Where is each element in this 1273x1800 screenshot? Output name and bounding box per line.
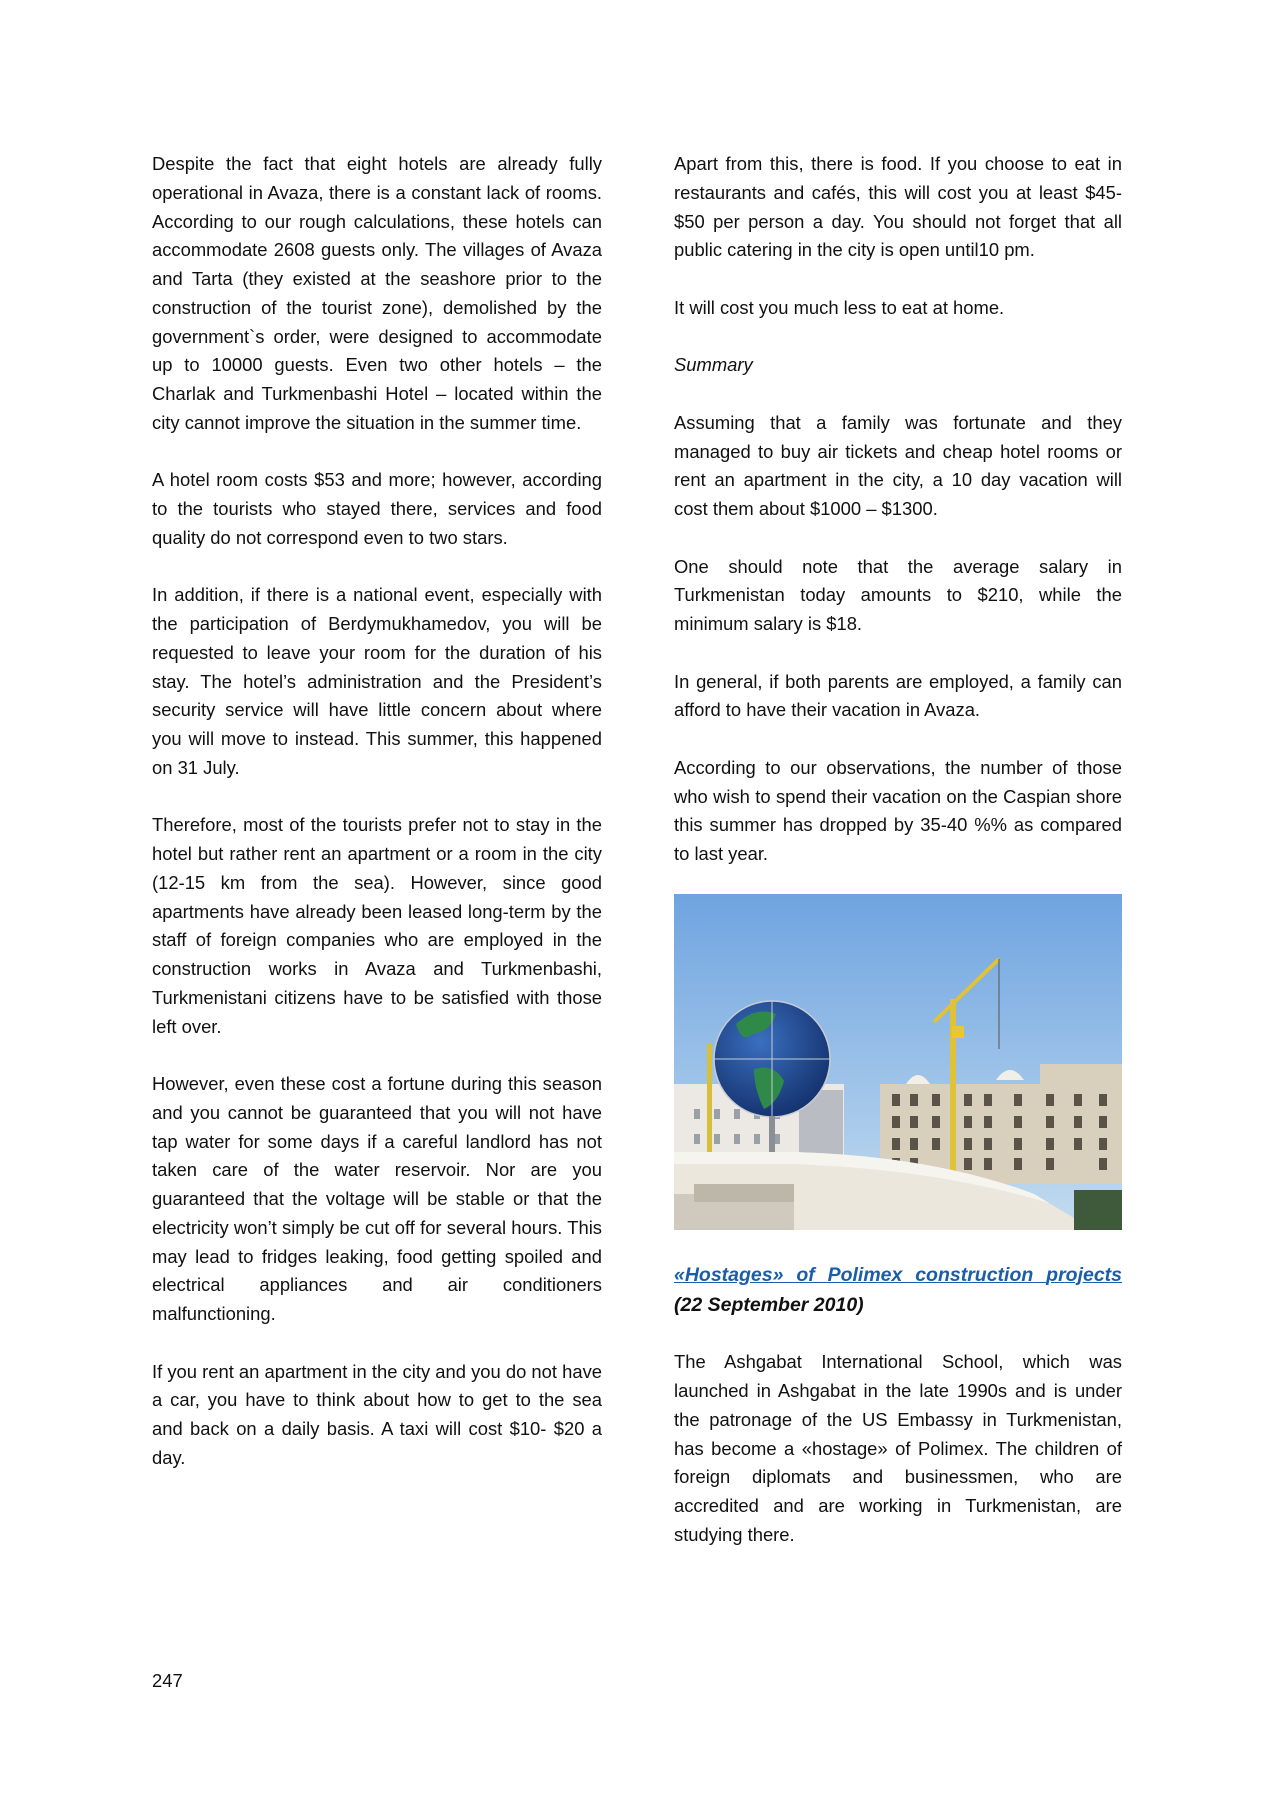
article-title-link[interactable] bbox=[674, 1264, 1122, 1286]
avaza-construction-photo bbox=[674, 894, 1122, 1230]
paragraph-rent-apartment: Therefore, most of the tourists prefer not to stay in the hotel but rather rent an apartment or a room in the city (12-15 km from the sea). However, since good apartments have already been leased long-term by the staff of foreign companies who are employed in the construction works in Avaza and Turkmenbashi, Turkmenistani citizens have to be satisfied with those left over. bbox=[152, 814, 602, 1037]
paragraph-transport: If you rent an apartment in the city and you do not have a car, you have to think about how to get to the sea and back on a daily basis. A taxi will cost $10- $20 a day. bbox=[152, 1360, 602, 1468]
paragraph-salary: One should note that the average salary in Turkmenistan today amounts to $210, while the minimum salary is $18. bbox=[674, 555, 1122, 634]
article-date: (22 September 2010) bbox=[674, 1293, 864, 1316]
paragraph-hotels-shortage: Despite the fact that eight hotels are already fully operational in Avaza, there is a constant lack of rooms. According to our rough calculations, these hotels can accommodate 2608 guests only. The villages of Avaza and Tarta (they existed at the seashore prior to the construction of the tourist zone), demolished by the government`s order, were designed to accommodate up to 10000 guests. Even two other hotels – the Charlak and Turkmenbashi Hotel – located within the city cannot improve the situation in the summer time. bbox=[152, 153, 602, 433]
paragraph-summary-cost: Assuming that a family was fortunate and they managed to buy air tickets and cheap hotel rooms or rent an apartment in the city, a 10 day vacation will cost them about $1000 – $1300. bbox=[674, 411, 1122, 519]
left-column bbox=[152, 150, 602, 1473]
photo-illustration bbox=[674, 894, 1122, 1230]
page-number: 247 bbox=[152, 1670, 183, 1691]
article-title-line-1: «Hostages» of Polimex construction bbox=[674, 1263, 1034, 1286]
article-heading bbox=[674, 1260, 1122, 1320]
paragraph-utilities: However, even these cost a fortune during this season and you cannot be guaranteed that you will not have tap water for some days if a careful landlord has not taken care of the water reservoir. Nor are you guaranteed that the voltage will be stable or that the electricity won’t simply be cut off for several hours. This may lead to fridges leaking, food getting spoiled and electrical appliances and air conditioners malfunctioning. bbox=[152, 1073, 602, 1324]
right-column bbox=[674, 150, 1122, 1550]
article-title-line-2: projects bbox=[1046, 1263, 1123, 1286]
article-body: The Ashgabat International School, which was launched in Ashgabat in the late 1990s and is under the patronage of the US Embassy in Turkmenistan, has become a «hostage» of Polimex. The children of foreign diplomats and businessmen, who are accredited and are working in Turkmenistan, are studying there. bbox=[674, 1351, 1122, 1545]
paragraph-national-event: In addition, if there is a national event, especially with the participation of Berdymukhamedov, you will be requested to leave your room for the duration of his stay. The hotel’s administration and the President’s security service will have little concern about where you will move to instead. This summer, this happened on 31 July. bbox=[152, 584, 602, 778]
paragraph-observations: According to our observations, the number of those who wish to spend their vacation on the Caspian shore this summer has dropped by 35-40 %% as compared to last year. bbox=[674, 756, 1122, 864]
summary-subheading: Summary bbox=[674, 354, 753, 376]
paragraph-hotel-room-cost: A hotel room costs $53 and more; however, according to the tourists who stayed there, services and food quality do not correspond even to two stars. bbox=[152, 469, 602, 548]
paragraph-eat-at-home: It will cost you much less to eat at home. bbox=[674, 296, 1005, 318]
paragraph-food: Apart from this, there is food. If you choose to eat in restaurants and cafés, this will cost you at least $45- $50 per person a day. You should not forget that all public catering in the city is open until10 pm. bbox=[674, 153, 1122, 261]
paragraph-affordability: In general, if both parents are employed, a family can afford to have their vacation in Avaza. bbox=[674, 670, 1122, 721]
